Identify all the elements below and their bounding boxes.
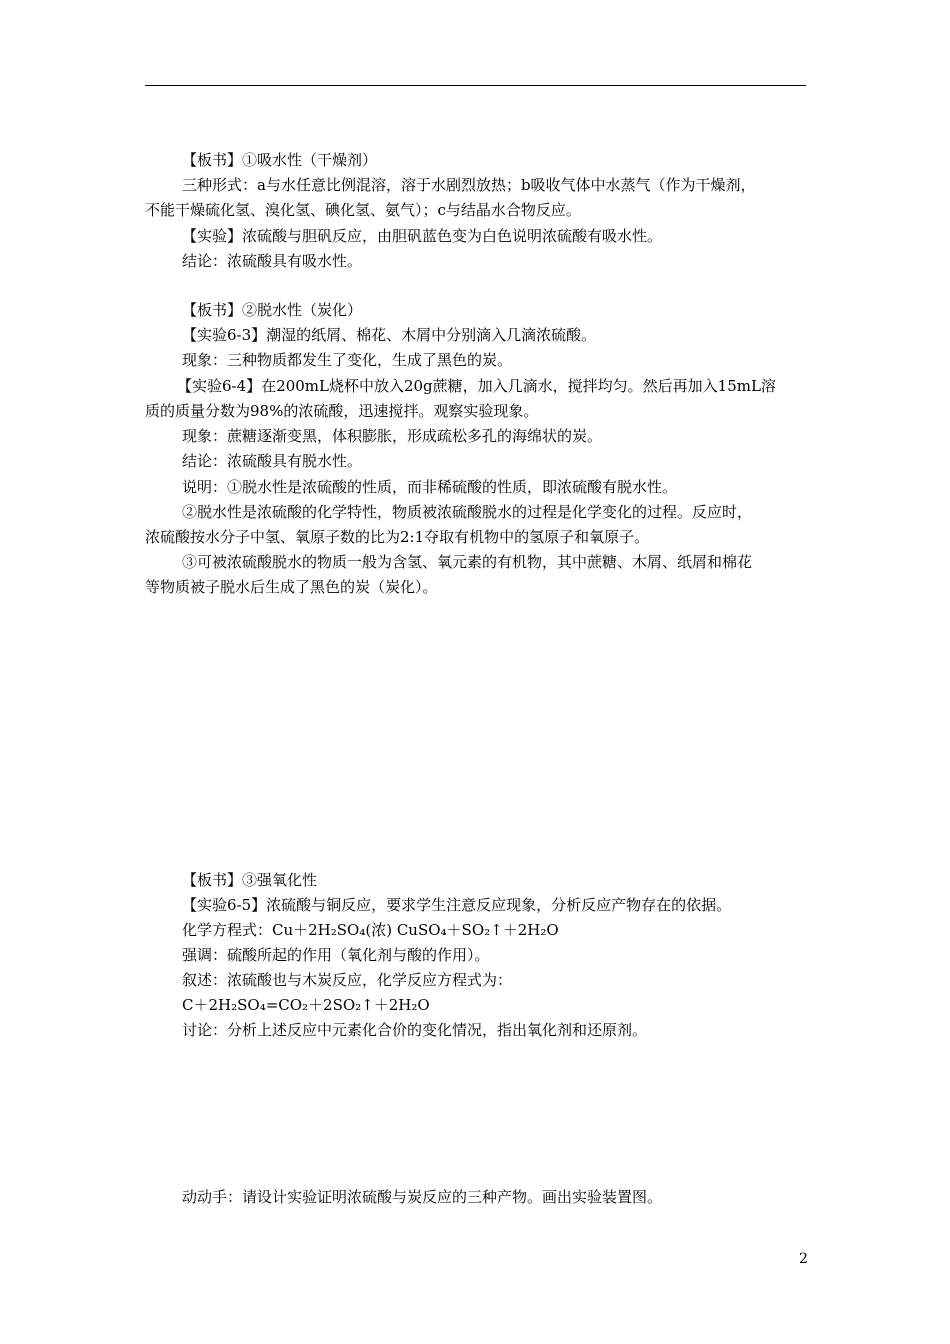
- header-rule: [145, 85, 806, 86]
- board-heading-oxidizing: 【板书】③强氧化性: [182, 871, 318, 889]
- text-line: 浓硫酸按水分子中氢、氧原子数的比为2:1夺取有机物中的氢原子和氧原子。: [145, 528, 650, 546]
- text-line: ②脱水性是浓硫酸的化学特性，物质被浓硫酸脱水的过程是化学变化的过程。反应时，: [182, 503, 753, 521]
- hands-on-task-line: 动动手：请设计实验证明浓硫酸与炭反应的三种产物。画出实验装置图。: [182, 1188, 663, 1206]
- phenomenon-line: 现象：蔗糖逐渐变黑，体积膨胀，形成疏松多孔的海绵状的炭。: [182, 427, 603, 445]
- narration-line: 叙述：浓硫酸也与木炭反应，化学反应方程式为：: [182, 971, 513, 989]
- text-line: ③可被浓硫酸脱水的物质一般为含氢、氧元素的有机物，其中蔗糖、木屑、纸屑和棉花: [182, 553, 753, 571]
- chemical-equation-line: C＋2H₂SO₄=CO₂＋2SO₂↑＋2H₂O: [182, 996, 430, 1014]
- conclusion-line: 结论：浓硫酸具有脱水性。: [182, 452, 363, 470]
- text-line: 质的质量分数为98%的浓硫酸，迅速搅拌。观察实验现象。: [145, 402, 539, 420]
- conclusion-line: 结论：浓硫酸具有吸水性。: [182, 252, 363, 270]
- experiment-line: 【实验6-4】在200mL烧杯中放入20g蔗糖，加入几滴水，搅拌均匀。然后再加入15mL溶: [177, 377, 776, 395]
- experiment-line: 【实验6-5】浓硫酸与铜反应，要求学生注意反应现象，分析反应产物存在的依据。: [182, 896, 732, 914]
- explanation-line: 说明：①脱水性是浓硫酸的性质，而非稀硫酸的性质，即浓硫酸有脱水性。: [182, 478, 678, 496]
- experiment-line: 【实验】浓硫酸与胆矾反应，由胆矾蓝色变为白色说明浓硫酸有吸水性。: [182, 227, 663, 245]
- emphasis-line: 强调：硫酸所起的作用（氧化剂与酸的作用）。: [182, 946, 490, 964]
- board-heading-dehydration: 【板书】②脱水性（炭化）: [182, 301, 363, 319]
- page-number: 2: [799, 1251, 808, 1267]
- text-line: 三种形式：a与水任意比例混溶，溶于水剧烈放热；b吸收气体中水蒸气（作为干燥剂，: [182, 176, 756, 194]
- text-line: 等物质被子脱水后生成了黑色的炭（炭化）。: [145, 578, 438, 596]
- text-line: 不能干燥硫化氢、溴化氢、碘化氢、氨气）；c与结晶水合物反应。: [145, 201, 581, 219]
- discussion-line: 讨论：分析上述反应中元素化合价的变化情况，指出氧化剂和还原剂。: [182, 1021, 648, 1039]
- experiment-line: 【实验6-3】潮湿的纸屑、棉花、木屑中分别滴入几滴浓硫酸。: [182, 326, 597, 344]
- board-heading-water-absorption: 【板书】①吸水性（干燥剂）: [182, 151, 378, 169]
- chemical-equation-line: 化学方程式：Cu＋2H₂SO₄(浓) CuSO₄＋SO₂↑＋2H₂O: [182, 921, 559, 939]
- phenomenon-line: 现象：三种物质都发生了变化，生成了黑色的炭。: [182, 351, 513, 369]
